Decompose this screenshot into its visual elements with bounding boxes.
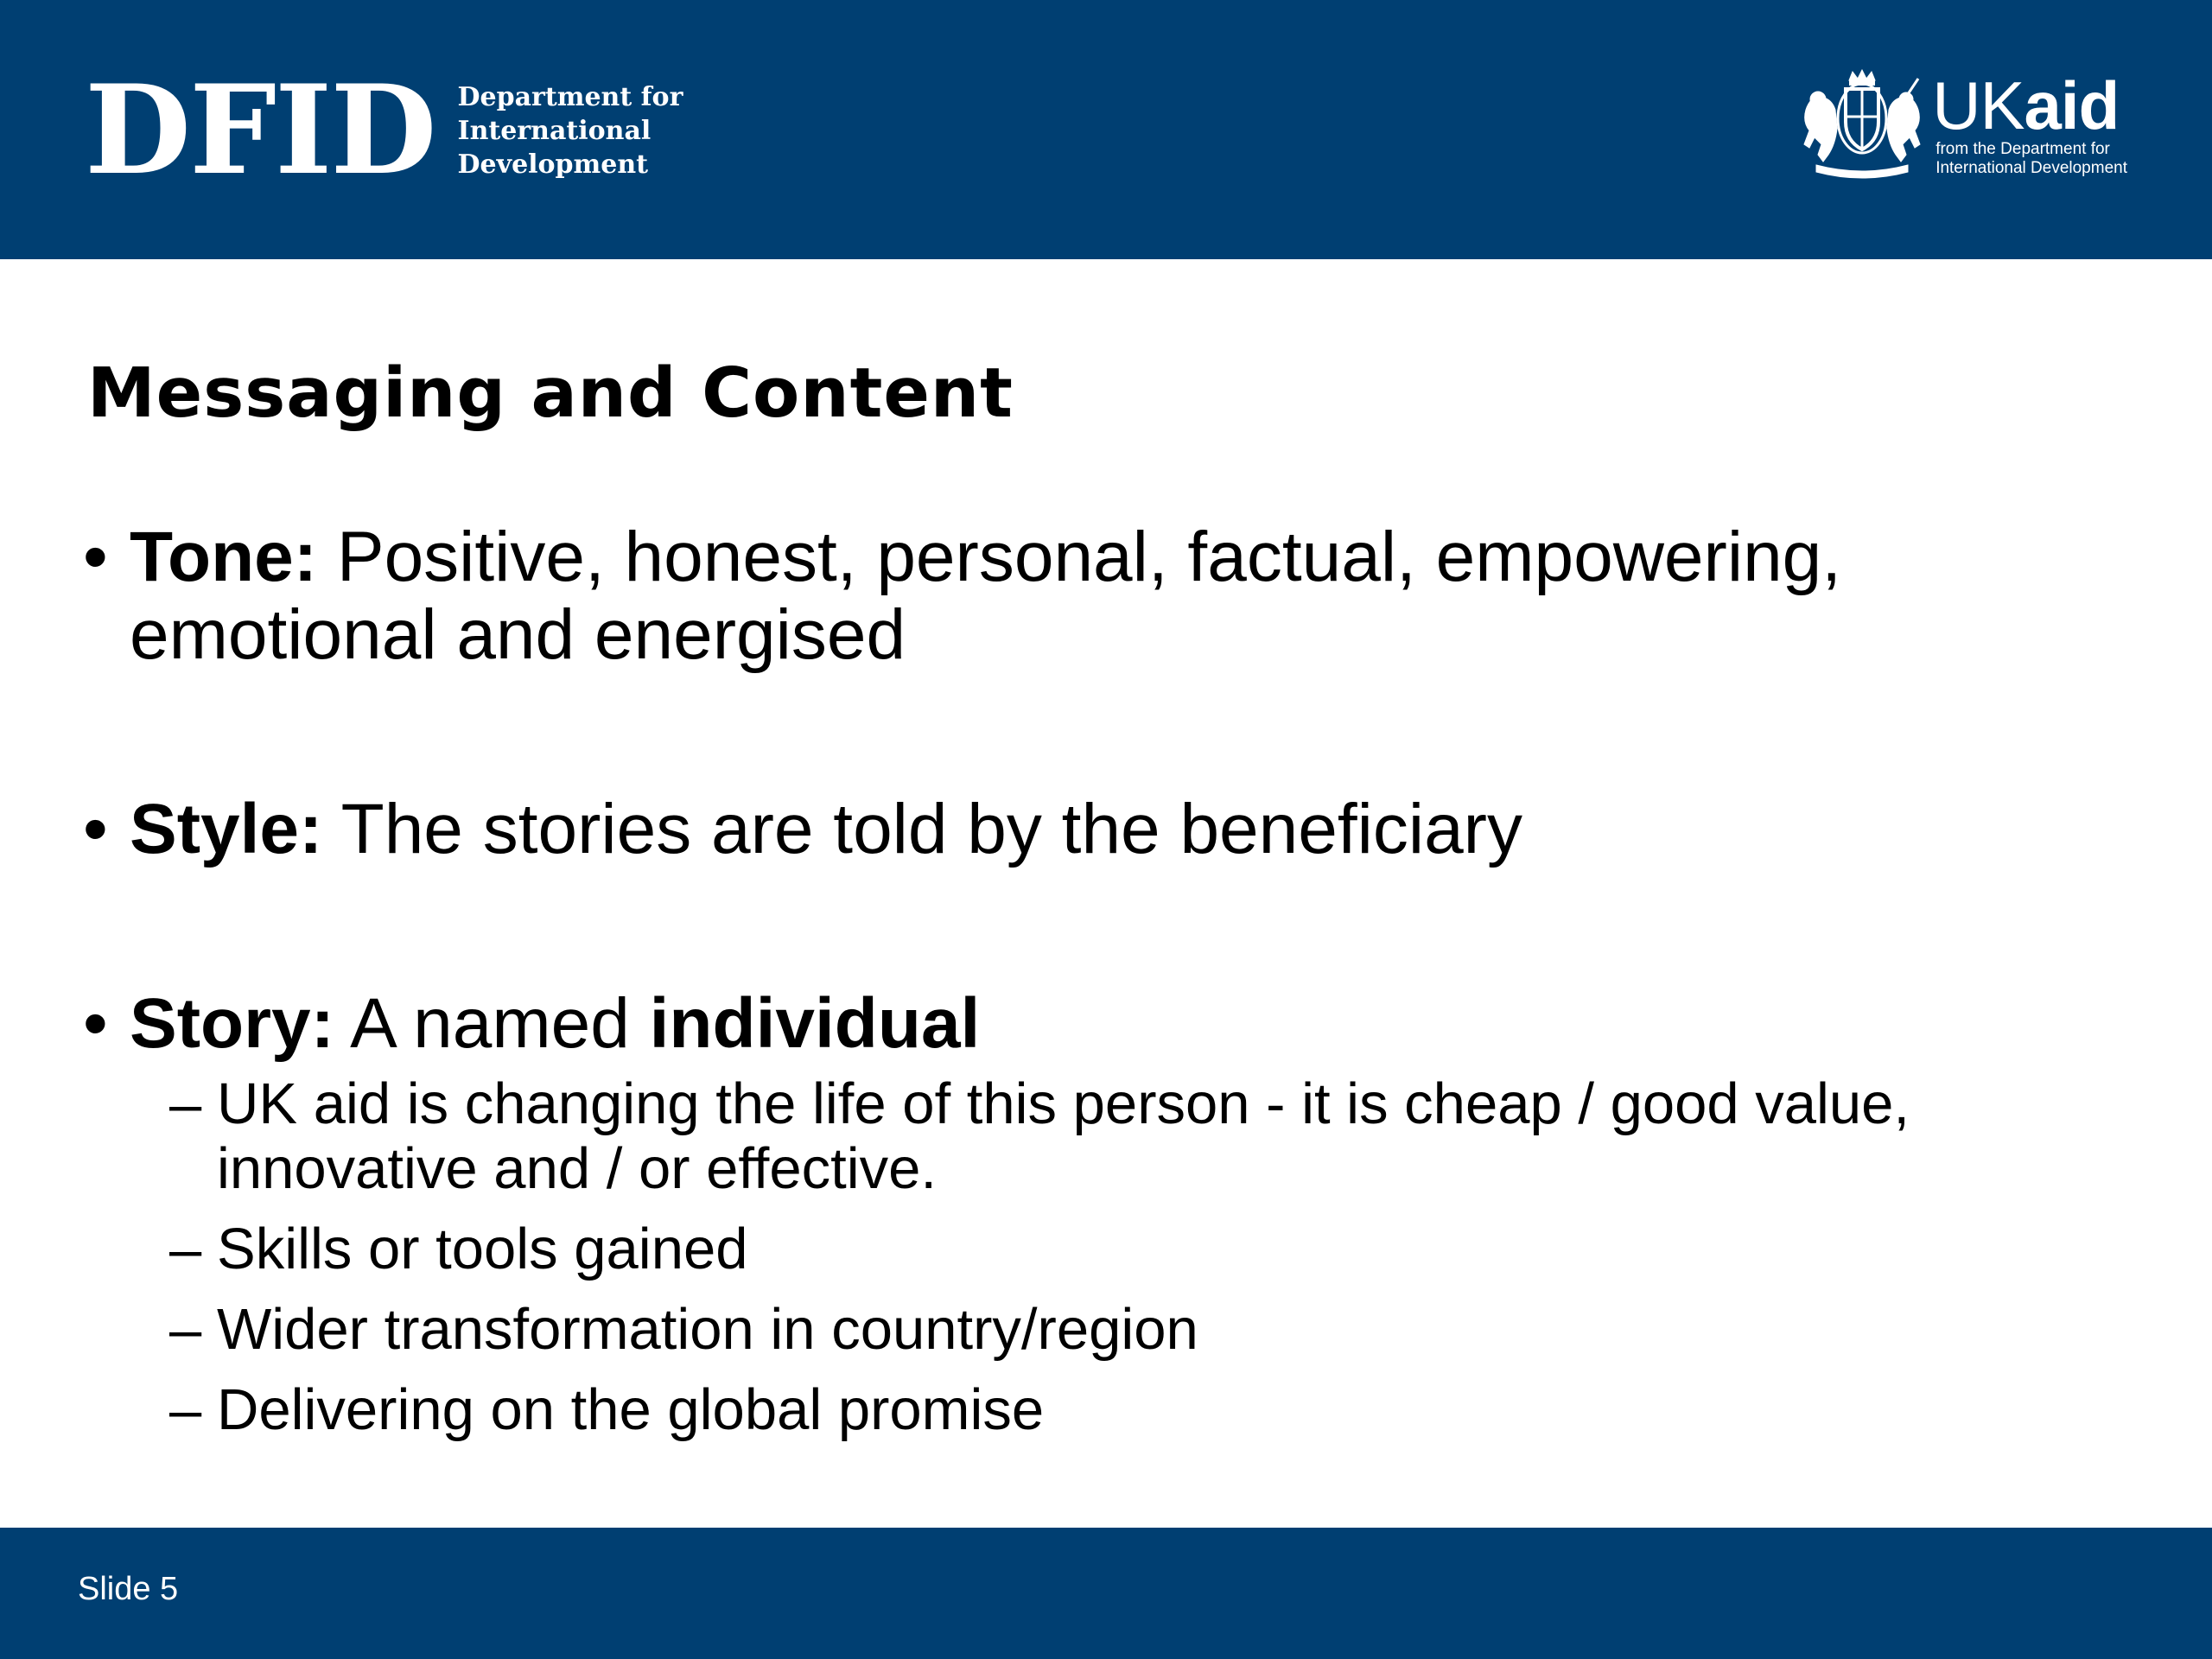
royal-coat-of-arms-icon	[1797, 68, 1927, 181]
sub-bullet	[169, 1377, 2139, 1442]
bullet-emphasis: individual	[649, 984, 981, 1063]
sub-bullet	[169, 1297, 2139, 1362]
header-band	[0, 0, 2212, 259]
bullet-marker: •	[83, 790, 108, 868]
bullet-story	[83, 985, 2139, 1442]
bullet-tone	[83, 518, 2139, 674]
ukaid-subtitle-line: from the Department for	[1936, 139, 2110, 158]
ukaid-logo	[1797, 66, 2127, 182]
bullet-text: Positive, honest, personal, factual, empowering, emotional and energised	[130, 518, 1842, 674]
sub-bullet-marker: –	[169, 1217, 202, 1281]
dfid-subtitle-line: International	[457, 115, 652, 146]
footer-band	[0, 1528, 2212, 1659]
bullet-key: Style:	[130, 790, 323, 868]
sub-bullet	[169, 1071, 2139, 1201]
sub-bullet-text: Delivering on the global promise	[217, 1377, 1045, 1442]
ukaid-wordmark	[1932, 67, 2127, 143]
bullet-key: Tone:	[130, 518, 318, 596]
sub-bullet	[169, 1217, 2139, 1281]
dfid-subtitle-line: Development	[457, 149, 649, 180]
bullet-text: A named	[334, 984, 650, 1063]
sub-bullet-text: UK aid is changing the life of this person - it is cheap / good value, innovative and / or effective.	[217, 1071, 1910, 1201]
bullet-key: Story:	[130, 984, 334, 1063]
ukaid-text	[1932, 67, 2127, 178]
sub-bullet-list	[130, 1071, 2139, 1442]
sub-bullet-marker: –	[169, 1377, 202, 1442]
bullet-marker: •	[83, 984, 108, 1063]
sub-bullet-marker: –	[169, 1297, 202, 1362]
ukaid-wordmark-aid: aid	[2024, 67, 2120, 143]
ukaid-subtitle-line: International Development	[1936, 158, 2127, 177]
dfid-subtitle-line: Department for	[457, 81, 683, 112]
bullet-text: The stories are told by the beneficiary	[322, 790, 1522, 868]
bullet-marker: •	[83, 518, 108, 596]
dfid-wordmark: DFID	[85, 59, 435, 202]
bullet-list	[83, 518, 2139, 1458]
dfid-logo	[85, 59, 683, 202]
sub-bullet-marker: –	[169, 1071, 202, 1136]
bullet-style	[83, 791, 2139, 868]
slide-number: Slide 5	[78, 1571, 179, 1607]
sub-bullet-text: Wider transformation in country/region	[217, 1297, 1198, 1362]
dfid-subtitle	[458, 80, 683, 181]
ukaid-wordmark-uk: UK	[1932, 67, 2024, 143]
sub-bullet-text: Skills or tools gained	[217, 1217, 748, 1281]
slide-title: Messaging and Content	[87, 353, 1014, 433]
